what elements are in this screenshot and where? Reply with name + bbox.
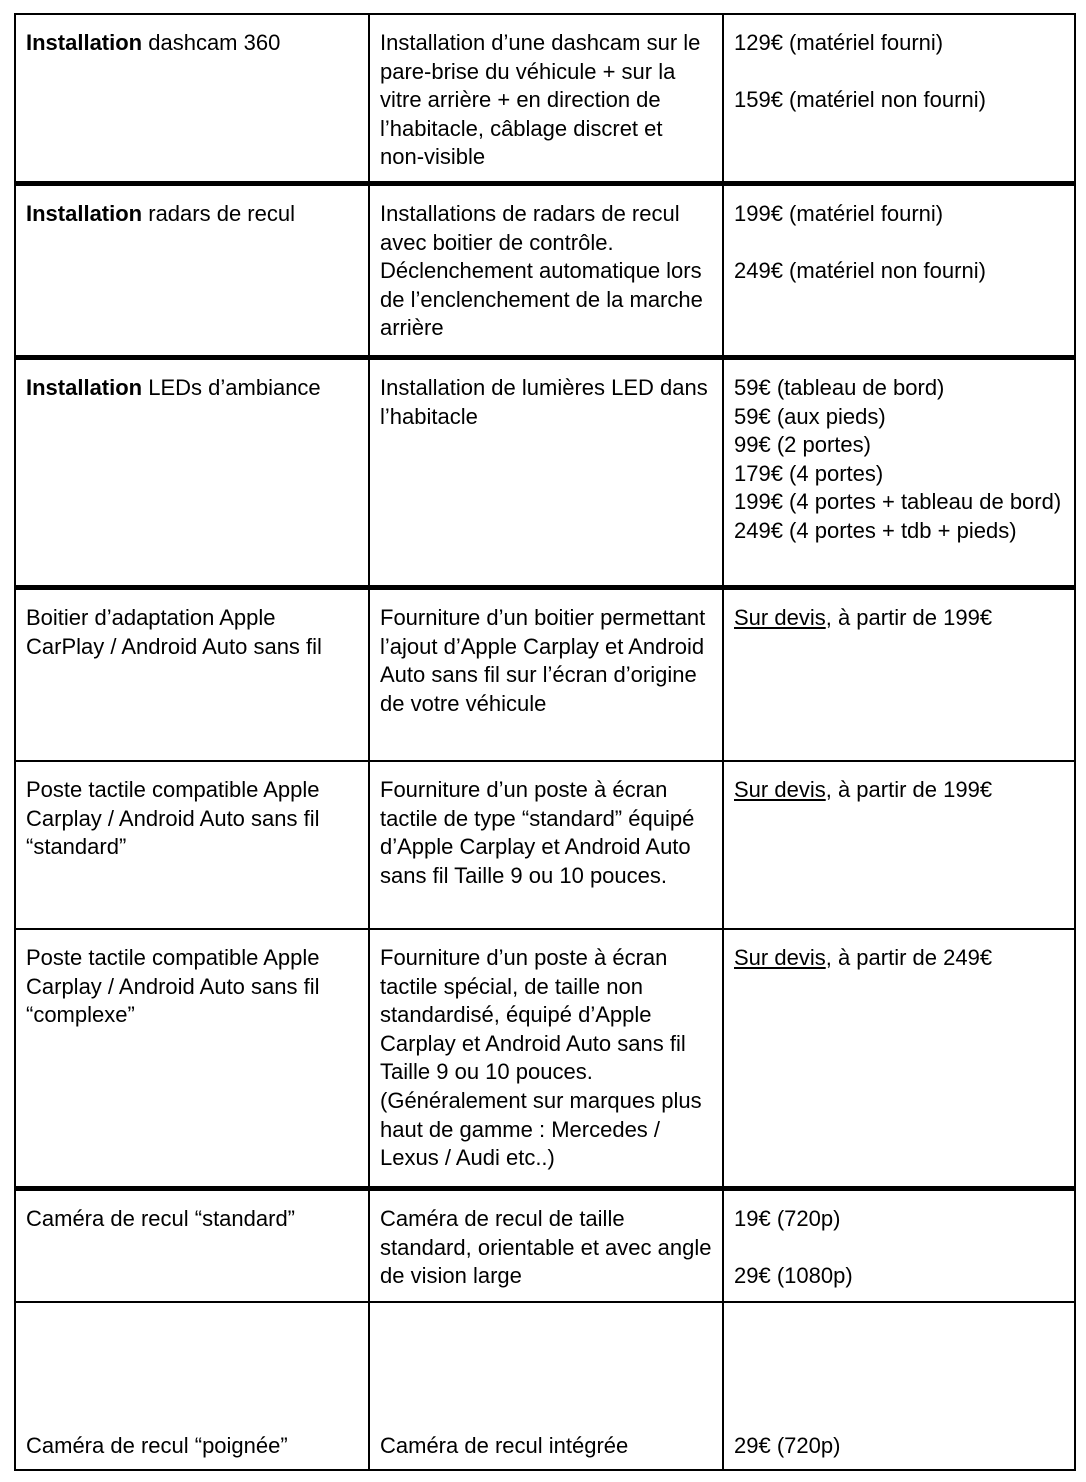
description-cell: Caméra de recul de taille standard, orientable et avec angle de vision large bbox=[370, 1191, 724, 1301]
table-row bbox=[14, 590, 1076, 762]
table-row bbox=[14, 360, 1076, 590]
service-cell bbox=[16, 1303, 370, 1469]
quote-link[interactable]: Sur devis bbox=[734, 777, 826, 802]
service-cell bbox=[16, 15, 370, 181]
description-cell: Fourniture d’un boitier permettant l’ajout d’Apple Carplay et Android Auto sans fil sur l’écran d’origine de votre véhicule bbox=[370, 590, 724, 760]
service-cell: Poste tactile compatible Apple Carplay / Android Auto sans fil “complexe” bbox=[16, 930, 370, 1186]
price-cell bbox=[724, 590, 1074, 760]
service-name: Caméra de recul “poignée” bbox=[26, 1433, 288, 1459]
price-line: 59€ (tableau de bord) bbox=[734, 375, 945, 400]
price-line: 249€ (matériel non fourni) bbox=[734, 258, 986, 284]
price-cell bbox=[724, 360, 1074, 585]
price-line: 199€ (matériel fourni) bbox=[734, 201, 944, 226]
price-cell bbox=[724, 1303, 1074, 1469]
table-row bbox=[14, 930, 1076, 1191]
price-line: 199€ (4 portes + tableau de bord) bbox=[734, 489, 1062, 515]
price-cell bbox=[724, 930, 1074, 1186]
service-name: LEDs d’ambiance bbox=[142, 375, 321, 400]
service-bold: Installation bbox=[26, 375, 143, 400]
description-cell: Installations de radars de recul avec boitier de contrôle. Déclenchement automatique lors de l’enclenchement de la marche arrière bbox=[370, 186, 724, 355]
service-cell: Boitier d’adaptation Apple CarPlay / Android Auto sans fil bbox=[16, 590, 370, 760]
price-text: , à partir de 199€ bbox=[825, 777, 993, 802]
price-line: 249€ (4 portes + tdb + pieds) bbox=[734, 517, 1017, 543]
price-line: 19€ (720p) bbox=[734, 1206, 841, 1231]
price-text: , à partir de 249€ bbox=[825, 945, 993, 970]
table-row bbox=[14, 13, 1076, 186]
price-cell bbox=[724, 762, 1074, 928]
description-cell: Installation de lumières LED dans l’habitacle bbox=[370, 360, 724, 585]
price-line: 99€ (2 portes) bbox=[734, 432, 871, 458]
description-cell: Fourniture d’un poste à écran tactile spécial, de taille non standardisé, équipé d’Apple Carplay et Android Auto sans fil Taille 9 ou 10 pouces. (Généralement sur marques plus haut de gamme : Mercedes / Lexus / Audi etc..) bbox=[370, 930, 724, 1186]
service-cell bbox=[16, 186, 370, 355]
price-cell bbox=[724, 15, 1074, 181]
service-cell: Poste tactile compatible Apple Carplay / Android Auto sans fil “standard” bbox=[16, 762, 370, 928]
description-cell: Installation d’une dashcam sur le pare-brise du véhicule + sur la vitre arrière + en direction de l’habitacle, câblage discret et non-visible bbox=[370, 15, 724, 181]
table-row bbox=[14, 1191, 1076, 1303]
price-line: 159€ (matériel non fourni) bbox=[734, 87, 986, 113]
service-cell: Caméra de recul “standard” bbox=[16, 1191, 370, 1301]
quote-link[interactable]: Sur devis bbox=[734, 945, 826, 970]
price-line: 59€ (aux pieds) bbox=[734, 403, 886, 429]
table-row bbox=[14, 762, 1076, 930]
service-cell bbox=[16, 360, 370, 585]
service-name: dashcam 360 bbox=[142, 30, 281, 55]
price-line: 179€ (4 portes) bbox=[734, 460, 884, 486]
pricing-table bbox=[14, 13, 1076, 1471]
description-cell bbox=[370, 1303, 724, 1469]
description-text: Caméra de recul intégrée bbox=[380, 1433, 629, 1459]
service-bold: Installation bbox=[26, 201, 143, 226]
price-line: 29€ (720p) bbox=[734, 1433, 841, 1459]
quote-link[interactable]: Sur devis bbox=[734, 605, 826, 630]
price-text: , à partir de 199€ bbox=[825, 605, 993, 630]
price-line: 29€ (1080p) bbox=[734, 1263, 853, 1289]
table-row bbox=[14, 186, 1076, 360]
service-name: radars de recul bbox=[142, 201, 295, 226]
description-cell: Fourniture d’un poste à écran tactile de type “standard” équipé d’Apple Carplay et Android Auto sans fil Taille 9 ou 10 pouces. bbox=[370, 762, 724, 928]
table-row bbox=[14, 1303, 1076, 1471]
price-cell bbox=[724, 1191, 1074, 1301]
price-line: 129€ (matériel fourni) bbox=[734, 30, 944, 55]
price-cell bbox=[724, 186, 1074, 355]
service-bold: Installation bbox=[26, 30, 143, 55]
